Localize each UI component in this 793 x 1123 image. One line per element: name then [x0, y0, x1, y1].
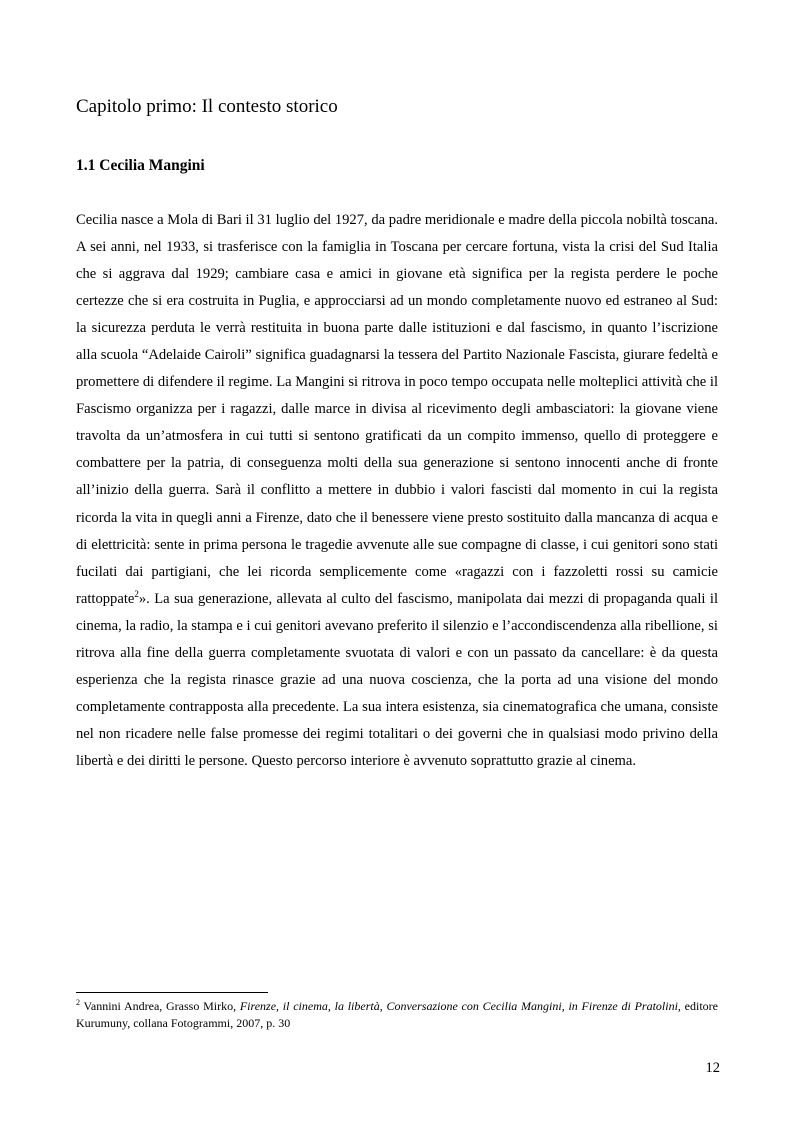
footnote-number: 2: [76, 998, 80, 1007]
footnote-book-title: Firenze, il cinema, la libertà: [239, 999, 380, 1013]
body-text-before-note: Cecilia nasce a Mola di Bari il 31 luglio del 1927, da padre meridionale e madre della piccola nobiltà toscana. A sei anni, nel 1933, si trasferisce con la famiglia in Toscana per cercare fortuna, vista la crisi del Sud Italia che si aggrava dal 1929; cambiare casa e amici in giovane età significa per la regista perdere le poche certezze che si era costruita in Puglia, e approcciarsi ad un mondo completamente nuovo ed estraneo al Sud: la sicurezza perduta le verrà restituita in buona parte dalle istituzioni e dal fascismo, in quanto l’iscrizione alla scuola “Adelaide Cairoli” significa guadagnarsi la tessera del Partito Nazionale Fascista, giurare fedeltà e promettere di difendere il regime. La Mangini si ritrova in poco tempo occupata nelle molteplici attività che il Fascismo organizza per i ragazzi, dalle marce in divisa al ricevimento degli ambasciatori: la giovane viene travolta da un’atmosfera in cui tutti si sentono gratificati da un compito immenso, quello di proteggere e combattere per la patria, di conseguenza molti della sua generazione si sentono innocenti anche di fronte all’inizio della guerra. Sarà il conflitto a mettere in dubbio i valori fascisti dal momento in cui la regista ricorda la vita in quegli anni a Firenze, dato che il benessere viene presto sostituito dalla mancanza di acqua e di elettricità: sente in prima persona le tragedie avvenute alle sue compagne di classe, i cui genitori sono stati fucilati dai partigiani, che lei ricorda semplicemente come «ragazzi con i fazzoletti rossi su camicie rattoppate: [76, 212, 718, 607]
section-heading: 1.1 Cecilia Mangini: [76, 157, 205, 174]
page-number: 12: [705, 1060, 720, 1076]
footnote-separator-text: ,: [379, 999, 387, 1013]
body-text-after-note: ». La sua generazione, allevata al culto del fascismo, manipolata dai mezzi di propaganda quali il cinema, la radio, la stampa e i cui genitori avevano preferito il silenzio e l’accondiscendenza alla ribellione, si ritrova alla fine della guerra completamente svuotata di valori e con un passato da cancellare: è da questa esperienza che la regista rinasce grazie ad una nuova coscienza, che la porta ad una visione del mondo completamente contrapposta alla precedente. La sua intera esistenza, sia cinematografica che umana, consiste nel non ricadere nelle false promesse dei regimi totalitari o dei governi che in qualsiasi modo privino della libertà e dei diritti le persone. Questo percorso interiore è avvenuto soprattutto grazie al cinema.: [76, 590, 718, 769]
footnote-separator: [76, 992, 268, 993]
footnote: [76, 998, 718, 1031]
footnote-chapter-title: Conversazione con Cecilia Mangini, in Firenze di Pratolini: [386, 999, 678, 1013]
body-paragraph: [76, 207, 718, 775]
chapter-title: Capitolo primo: Il contesto storico: [76, 96, 338, 117]
footnote-publisher: , editore Kurumuny, collana Fotogrammi, 2007, p. 30: [76, 999, 718, 1030]
footnote-authors: Vannini Andrea, Grasso Mirko,: [80, 999, 240, 1013]
footnote-reference[interactable]: 2: [134, 588, 139, 599]
